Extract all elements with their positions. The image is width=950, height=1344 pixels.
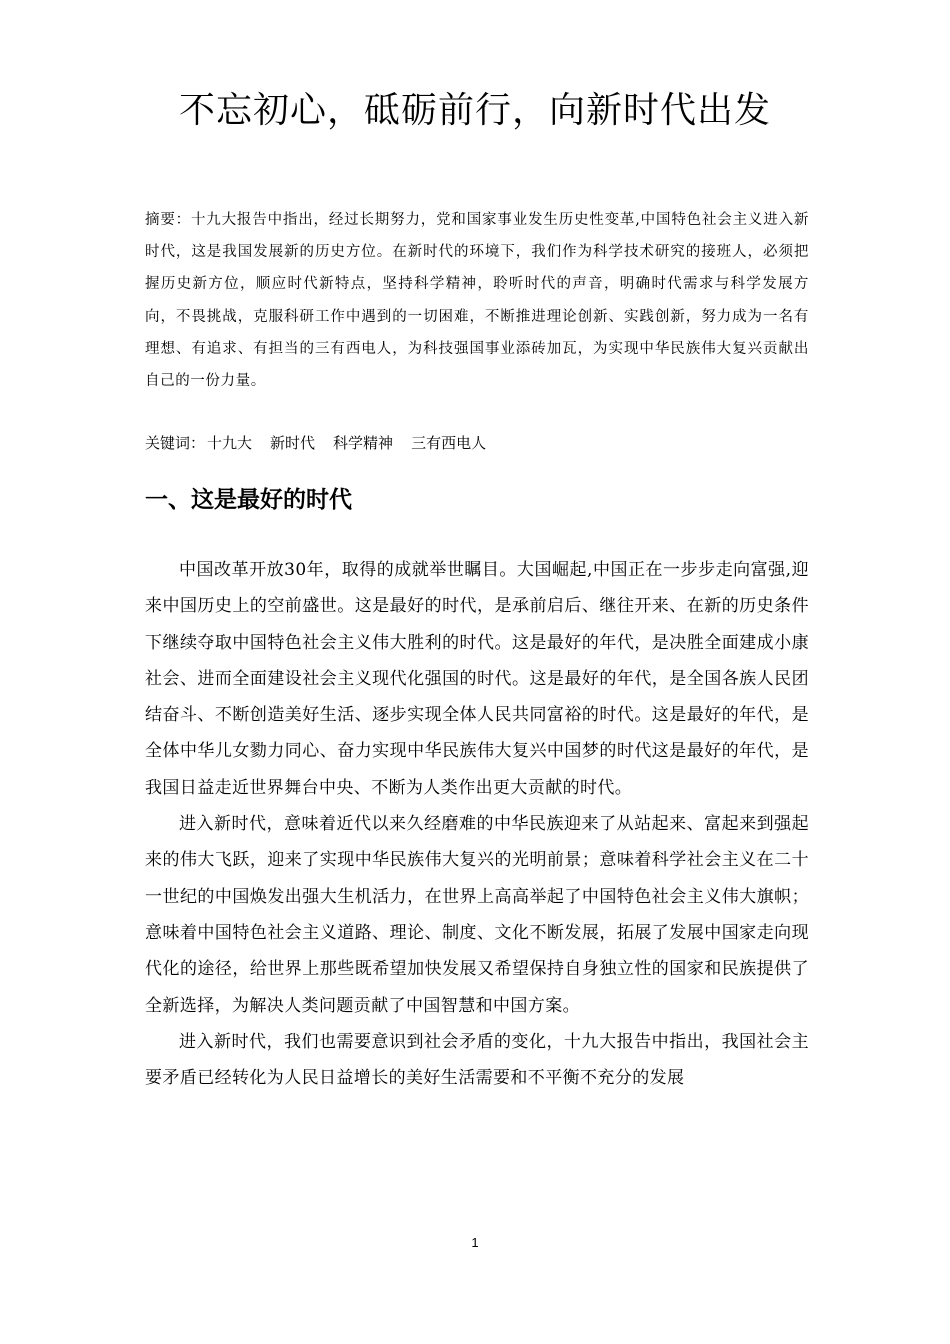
paragraph: 进入新时代，意味着近代以来久经磨难的中华民族迎来了从站起来、富起来到强起来的伟大飞跃，迎来了实现中华民族伟大复兴的光明前景；意味着科学社会主义在二十一世纪的中国焕发出强大生机活力，在世界上高高举起了中国特色社会主义伟大旗帜；意味着中国特色社会主义道路、理论、制度、文化不断发展，拓展了发展中国家走向现代化的途径，给世界上那些既希望加快发展又希望保持自身独立性的国家和民族提供了全新选择，为解决人类问题贡献了中国智慧和中国方案。 [145, 814, 809, 1016]
keyword-item: 十九大 [207, 434, 253, 452]
keyword-item: 新时代 [270, 434, 316, 452]
paragraph: 中国改革开放30年，取得的成就举世瞩目。大国崛起,中国正在一步步走向富强,迎来中国历史上的空前盛世。这是最好的时代，是承前启后、继往开来、在新的历史条件下继续夺取中国特色社会主义伟大胜利的时代。这是最好的年代，是决胜全面建成小康社会、进而全面建设社会主义现代化强国的时代。这是最好的年代，是全国各族人民团结奋斗、不断创造美好生活、逐步实现全体人民共同富裕的时代。这是最好的年代，是全体中华儿女勠力同心、奋力实现中华民族伟大复兴中国梦的时代这是最好的年代，是我国日益走近世界舞台中央、不断为人类作出更大贡献的时代。 [145, 560, 809, 798]
keyword-item: 科学精神 [333, 434, 394, 452]
keywords-label: 关键词： [145, 434, 206, 452]
section-heading: 一、这是最好的时代 [145, 487, 352, 513]
keywords [145, 428, 809, 458]
paragraph: 进入新时代，我们也需要意识到社会矛盾的变化，十九大报告中指出，我国社会主要矛盾已经转化为人民日益增长的美好生活需要和不平衡不充分的发展 [145, 1031, 809, 1089]
document-title: 不忘初心，砥砺前行，向新时代出发 [178, 90, 771, 131]
abstract: 摘要：十九大报告中指出，经过长期努力，党和国家事业发生历史性变革,中国特色社会主义进入新时代，这是我国发展新的历史方位。在新时代的环境下，我们作为科学技术研究的接班人，必须把握历史新方位，顺应时代新特点，坚持科学精神，聆听时代的声音，明确时代需求与科学发展方向，不畏挑战，克服科研工作中遇到的一切困难，不断推进理论创新、实践创新，努力成为一名有理想、有追求、有担当的三有西电人，为科技强国事业添砖加瓦，为实现中华民族伟大复兴贡献出自己的一份力量。 [145, 212, 809, 390]
page-number: 1 [471, 1235, 479, 1250]
keyword-item: 三有西电人 [411, 434, 487, 452]
body-text [145, 552, 809, 1096]
